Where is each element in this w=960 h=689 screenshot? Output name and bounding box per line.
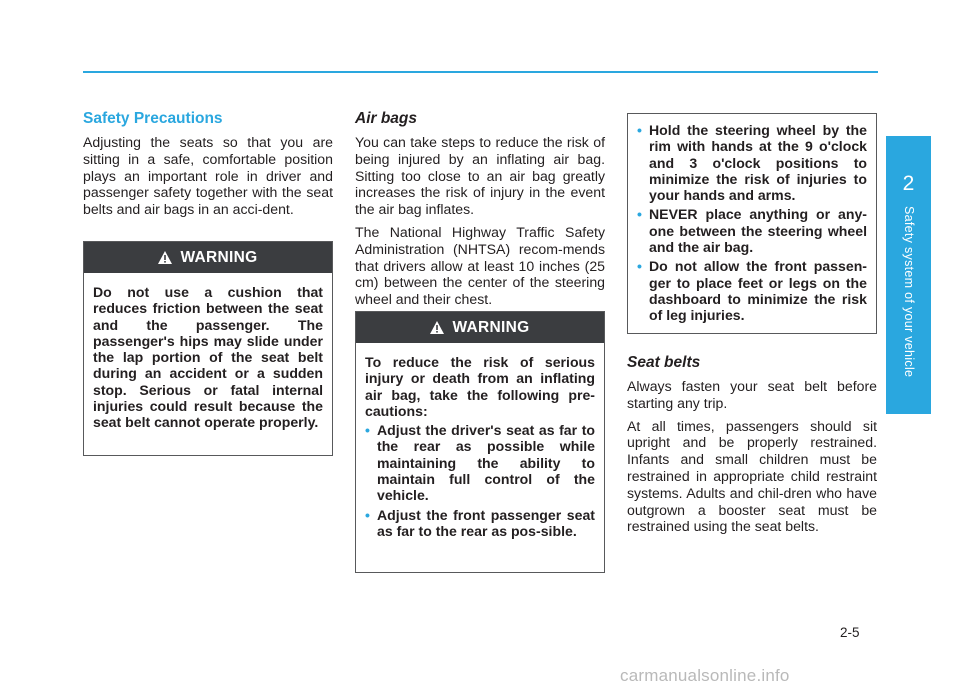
header-rule bbox=[83, 71, 878, 73]
list-item: • Adjust the driver's seat as far to the rear as possible while maintaining the ability to maintain full control of the vehicle. bbox=[365, 422, 595, 504]
list-item: • Do not allow the front passen-ger to place feet or legs on the dashboard to minimize the risk of leg injuries. bbox=[637, 258, 867, 324]
warning-intro: To reduce the risk of serious injury or death from an inflating air bag, take the following pre-cautions: bbox=[365, 354, 595, 419]
warning-header bbox=[356, 312, 604, 343]
warning-box-air-bag bbox=[355, 311, 605, 573]
list-item: • NEVER place anything or any-one between the steering wheel and the air bag. bbox=[637, 206, 867, 256]
bullet-icon: • bbox=[365, 506, 370, 523]
warning-body-air-bag bbox=[356, 343, 604, 547]
page-number: 2-5 bbox=[840, 625, 860, 640]
heading-air-bags: Air bags bbox=[355, 110, 418, 127]
warning-triangle-icon bbox=[430, 321, 444, 334]
bullet-icon: • bbox=[637, 122, 642, 138]
bullet-icon: • bbox=[365, 422, 370, 439]
paragraph-restraints: At all times, passengers should sit upright and be properly restrained. Infants and small children must be restrained in appropriate child restraint systems. Adults and chil-dren who have outgrown a booster seat must be restrained using the seat belts. bbox=[627, 417, 877, 535]
heading-safety-precautions: Safety Precautions bbox=[83, 110, 223, 127]
bullet-icon: • bbox=[637, 206, 642, 223]
warning-label: WARNING bbox=[452, 318, 530, 336]
column-air-bags bbox=[355, 110, 605, 314]
column-seat-belts bbox=[627, 354, 877, 541]
watermark: carmanualsonline.info bbox=[620, 666, 790, 685]
warning-header bbox=[84, 242, 332, 273]
chapter-tab bbox=[886, 136, 931, 414]
chapter-number: 2 bbox=[902, 172, 915, 195]
warning-text-cushion: Do not use a cushion that reduces friction between the seat and the passenger. The passenger's hips may slide under the lap portion of the seat belt during an accident or a sudden stop. Serious or fatal internal injuries could result because the seat belt cannot operate properly. bbox=[93, 284, 323, 431]
paragraph-air-bag-risk: You can take steps to reduce the risk of being injured by an inflating air bag. Sitting too close to an air bag greatly increases the risk of injury in the event the air bag inflates. bbox=[355, 134, 605, 218]
paragraph-fasten-belt: Always fasten your seat belt before starting any trip. bbox=[627, 378, 877, 411]
list-item: • Hold the steering wheel by the rim with hands at the 9 o'clock and 3 o'clock positions to minimize the risk of injuries to your hands and arms. bbox=[637, 122, 867, 204]
warning-box-steering-continued bbox=[627, 113, 877, 334]
warning-body-steering bbox=[628, 114, 876, 332]
paragraph-seat-adjust: Adjusting the seats so that you are sitting in a safe, comfortable position plays an important role in driver and passenger safety together with the seat belts and air bags in an acci-dent. bbox=[83, 134, 333, 218]
column-safety-precautions bbox=[83, 110, 333, 224]
paragraph-nhtsa: The National Highway Traffic Safety Administration (NHTSA) recom-mends that drivers allow at least 10 inches (25 cm) between the center of the steering wheel and their chest. bbox=[355, 223, 605, 308]
warning-box-cushion bbox=[83, 241, 333, 456]
bullet-icon: • bbox=[637, 258, 642, 275]
chapter-title: Safety system of your vehicle bbox=[902, 206, 916, 378]
heading-seat-belts: Seat belts bbox=[627, 354, 701, 371]
list-item: • Adjust the front passenger seat as far to the rear as pos-sible. bbox=[365, 506, 595, 539]
warning-label: WARNING bbox=[180, 248, 258, 266]
warning-triangle-icon bbox=[158, 251, 172, 264]
